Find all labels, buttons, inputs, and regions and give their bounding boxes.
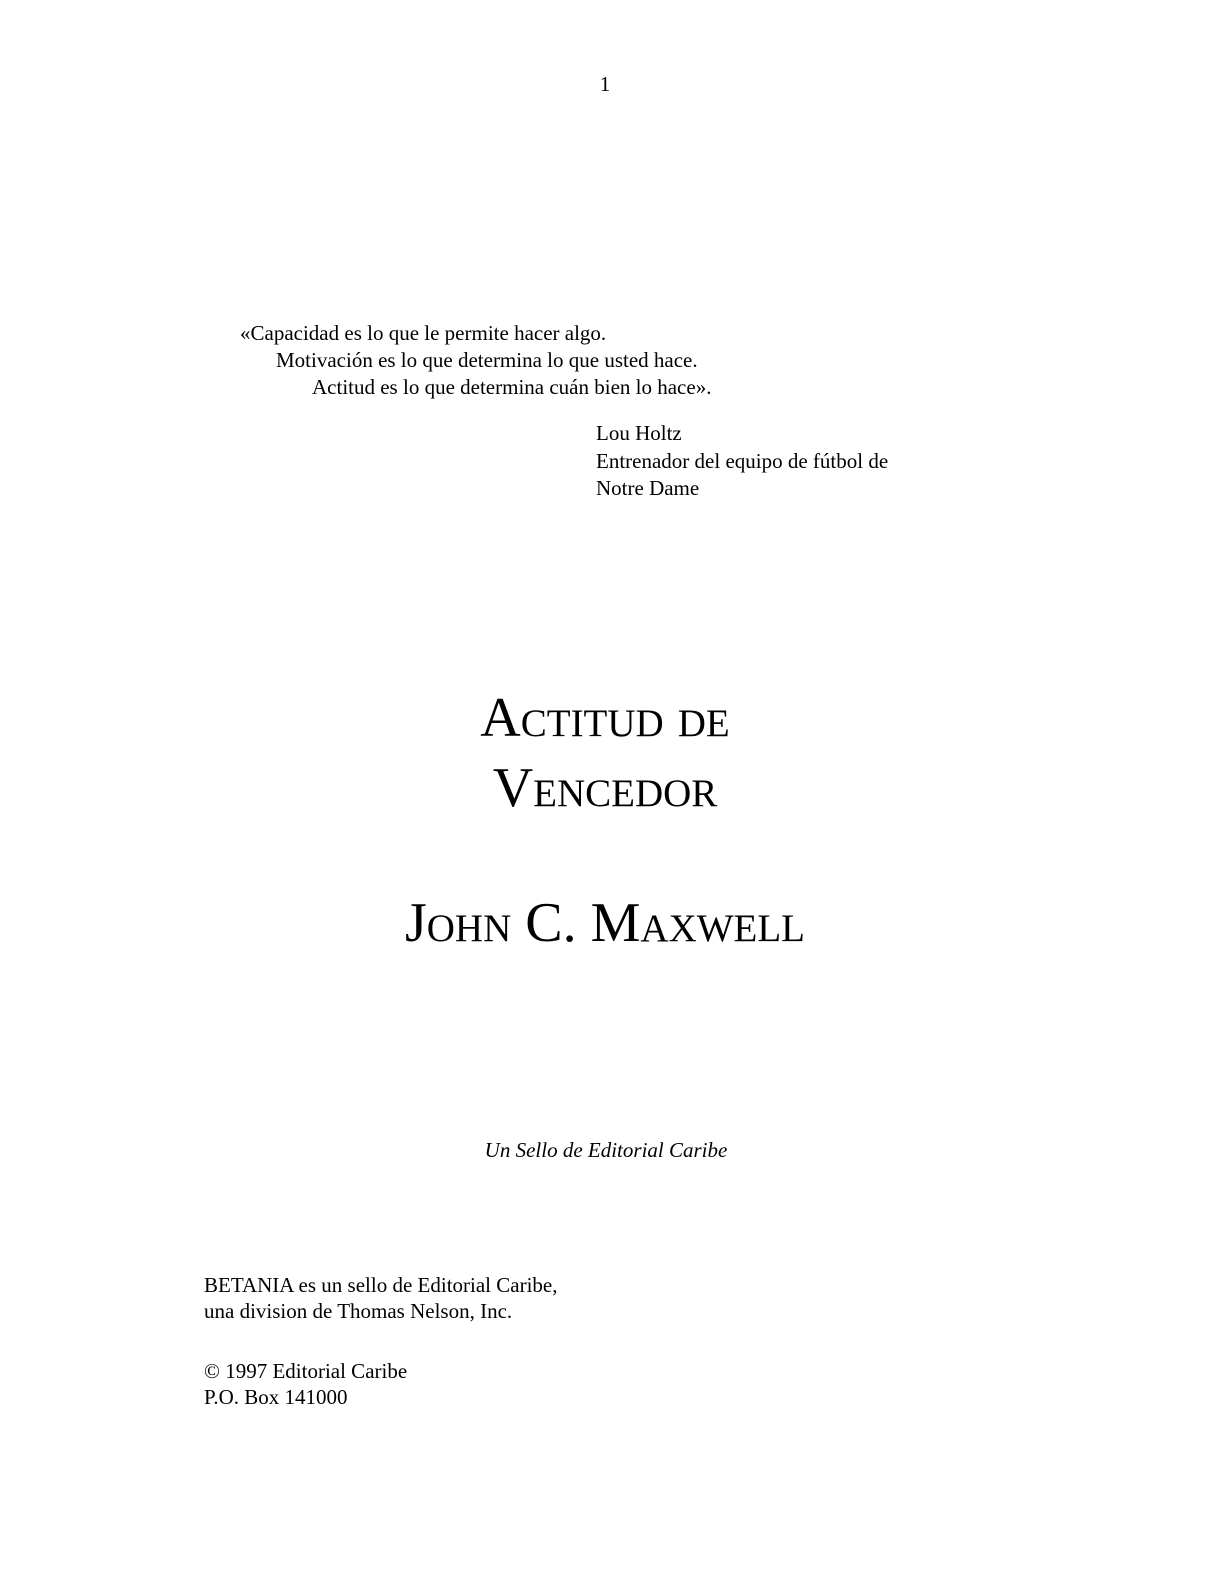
- epigraph-line: Actitud es lo que determina cuán bien lo hace».: [312, 375, 712, 399]
- attribution-name: Lou Holtz: [596, 421, 682, 445]
- page-number: 1: [599, 72, 611, 96]
- epigraph-line: Motivación es lo que determina lo que usted hace.: [276, 348, 698, 372]
- publisher-line: BETANIA es un sello de Editorial Caribe,: [204, 1273, 558, 1297]
- epigraph-attribution: [596, 420, 888, 503]
- attribution-role: Entrenador del equipo de fútbol de: [596, 448, 889, 473]
- copyright-block: [204, 1358, 407, 1410]
- imprint-line: Un Sello de Editorial Caribe: [484, 1138, 728, 1162]
- book-title-line: Vencedor: [492, 757, 718, 819]
- book-title-line: Actitud de: [480, 687, 730, 749]
- book-title: [0, 683, 1210, 823]
- epigraph-line: «Capacidad es lo que le permite hacer algo.: [240, 321, 607, 345]
- book-author: John C. Maxwell: [404, 892, 806, 954]
- address-line: P.O. Box 141000: [204, 1385, 348, 1409]
- attribution-role: Notre Dame: [596, 476, 700, 500]
- copyright-line: © 1997 Editorial Caribe: [204, 1359, 408, 1383]
- publisher-line: una division de Thomas Nelson, Inc.: [204, 1299, 513, 1323]
- publisher-note: [204, 1272, 558, 1324]
